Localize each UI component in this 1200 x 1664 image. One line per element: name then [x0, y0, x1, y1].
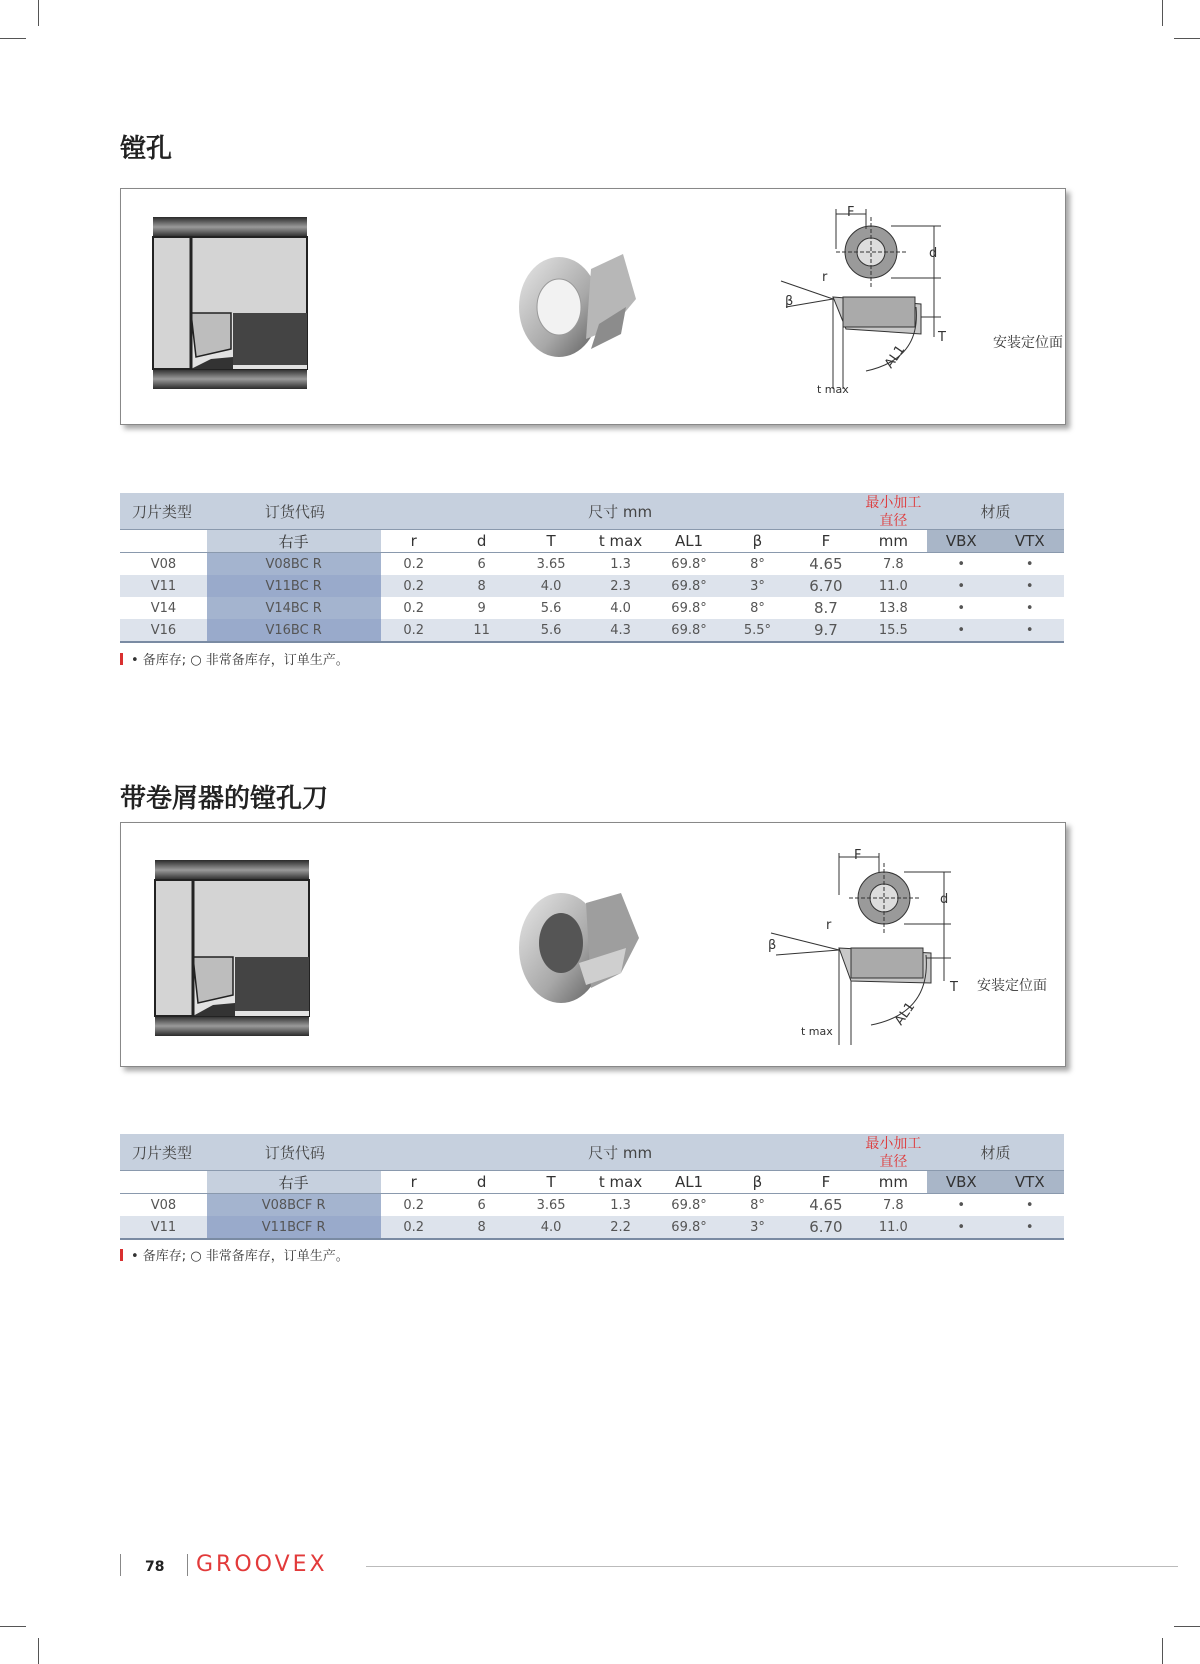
svg-text:t max: t max: [801, 1025, 833, 1038]
crop-mark: [38, 0, 39, 26]
cell-T: 5.6: [540, 600, 562, 616]
cell-vtx: •: [1025, 1197, 1034, 1213]
cell-F: 4.65: [809, 555, 843, 573]
cell-vbx: •: [927, 1216, 995, 1239]
crop-mark: [0, 38, 26, 39]
cell-type: V14: [150, 600, 177, 616]
cell-mm: 15.5: [860, 619, 927, 642]
header-material: 材质: [927, 1134, 1064, 1171]
cell-vbx: •: [957, 600, 966, 616]
cell-mm: 11.0: [860, 575, 927, 597]
figure-panel: [120, 822, 1066, 1067]
footer-divider: [120, 1554, 121, 1576]
table-subheader-row: [120, 530, 1064, 553]
cell-al1: 69.8°: [655, 619, 722, 642]
cell-code: V08BCF R: [207, 1194, 381, 1217]
header-dimensions: 尺寸 mm: [381, 1134, 860, 1171]
svg-text:T: T: [938, 330, 946, 345]
spec-table: [120, 493, 1064, 643]
cell-al1: 69.8°: [655, 1216, 722, 1239]
cell-tmax: 2.2: [586, 1216, 655, 1239]
cell-vbx: •: [927, 619, 995, 642]
col-al1: AL1: [655, 530, 722, 553]
cell-tmax: 4.3: [586, 619, 655, 642]
cell-type: V08: [150, 556, 177, 572]
cell-d: 8: [447, 575, 516, 597]
cell-mm: 13.8: [878, 600, 908, 616]
cell-type: V08: [150, 1197, 177, 1213]
col-F: F: [792, 530, 859, 553]
table-row: [120, 1216, 1064, 1239]
header-insert-type: 刀片类型: [120, 1134, 207, 1171]
svg-text:AL1: AL1: [881, 342, 909, 372]
stock-note: [120, 1245, 349, 1264]
table-subheader-row: [120, 1171, 1064, 1194]
svg-text:t max: t max: [817, 383, 849, 396]
crop-mark: [1174, 38, 1200, 39]
footer-divider: [187, 1554, 188, 1576]
header-dimensions: 尺寸 mm: [381, 493, 860, 530]
col-vtx: VTX: [995, 1171, 1064, 1194]
header-order-code: 订货代码: [207, 493, 381, 530]
cell-vtx: •: [1025, 600, 1034, 616]
cell-F: 9.7: [792, 619, 859, 642]
spec-table: [120, 1134, 1064, 1240]
cell-d: 9: [477, 600, 486, 616]
table-row: [120, 619, 1064, 642]
cell-vbx: •: [927, 575, 995, 597]
datum-surface-label: 安装定位面: [977, 978, 1047, 994]
crop-mark: [0, 1626, 26, 1627]
col-vbx: VBX: [927, 530, 995, 553]
cell-F: 6.70: [792, 575, 859, 597]
technical-drawing: [781, 209, 941, 389]
col-vtx: VTX: [995, 530, 1064, 553]
cell-tmax: 1.3: [610, 556, 631, 572]
cell-d: 8: [447, 1216, 516, 1239]
cell-T: 4.0: [516, 1216, 585, 1239]
svg-text:r: r: [822, 270, 828, 285]
workpiece-section: [155, 860, 309, 1036]
brand-logo: GROOVEX: [196, 1552, 328, 1577]
cell-r: 0.2: [403, 600, 425, 616]
cell-r: 0.2: [403, 1197, 425, 1213]
col-mm: mm: [860, 1171, 927, 1194]
table-row: [120, 575, 1064, 597]
cell-T: 3.65: [536, 1197, 566, 1213]
cell-mm: 11.0: [860, 1216, 927, 1239]
svg-text:F: F: [854, 848, 862, 863]
svg-text:β: β: [768, 938, 777, 953]
cell-r: 0.2: [381, 1216, 447, 1239]
cell-vtx: •: [1025, 556, 1034, 572]
col-vbx: VBX: [927, 1171, 995, 1194]
svg-text:d: d: [929, 246, 938, 261]
section-title: 带卷屑器的镗孔刀: [120, 784, 329, 814]
cell-beta: 5.5°: [723, 619, 792, 642]
datum-surface-label: 安装定位面: [993, 335, 1063, 351]
note-marker: [120, 1249, 123, 1261]
cell-F: 4.65: [809, 1196, 843, 1214]
crop-mark: [1162, 0, 1163, 26]
header-min-diameter: [860, 1134, 927, 1171]
col-d: d: [447, 1171, 516, 1194]
header-insert-type: 刀片类型: [120, 493, 207, 530]
cell-mm: 7.8: [882, 556, 904, 572]
stock-note-text: • 备库存; ○ 非常备库存，订单生产。: [131, 1249, 349, 1264]
crop-mark: [1174, 1626, 1200, 1627]
header-right-hand: 右手: [207, 1171, 381, 1194]
svg-text:r: r: [826, 918, 832, 933]
cell-r: 0.2: [381, 619, 447, 642]
cell-code: V16BC R: [207, 619, 381, 642]
cell-r: 0.2: [381, 575, 447, 597]
insert-3d-render: [519, 893, 639, 1003]
cell-vbx: •: [957, 556, 966, 572]
section-title: 镗孔: [120, 134, 173, 164]
col-tmax: t max: [586, 1171, 655, 1194]
cell-tmax: 4.0: [610, 600, 631, 616]
svg-text:T: T: [950, 980, 958, 995]
cell-F: 6.70: [792, 1216, 859, 1239]
table-header-row: [120, 493, 1064, 530]
cell-d: 6: [477, 1197, 486, 1213]
cell-T: 3.65: [536, 556, 566, 572]
cell-T: 4.0: [516, 575, 585, 597]
table-row: [120, 597, 1064, 619]
cell-tmax: 2.3: [586, 575, 655, 597]
col-r: r: [381, 1171, 447, 1194]
cell-vbx: •: [957, 1197, 966, 1213]
table-row: [120, 1194, 1064, 1217]
table-row: [120, 553, 1064, 576]
figure-panel: [120, 188, 1066, 425]
header-min-diameter: [860, 493, 927, 530]
col-r: r: [381, 530, 447, 553]
cell-beta: 8°: [750, 1197, 765, 1213]
col-tmax: t max: [586, 530, 655, 553]
header-right-hand: 右手: [207, 530, 381, 553]
min-dia-line2: 直径: [879, 513, 908, 529]
page-number: 78: [145, 1559, 165, 1575]
header-order-code: 订货代码: [207, 1134, 381, 1171]
min-dia-line1: 最小加工: [865, 1136, 922, 1152]
cell-T: 5.6: [516, 619, 585, 642]
cell-al1: 69.8°: [671, 600, 707, 616]
insert-3d-render: [519, 254, 636, 357]
svg-text:d: d: [940, 892, 949, 907]
cell-al1: 69.8°: [671, 556, 707, 572]
cell-d: 6: [477, 556, 486, 572]
cell-type: V16: [120, 619, 207, 642]
cell-d: 11: [447, 619, 516, 642]
svg-text:β: β: [785, 294, 794, 309]
cell-al1: 69.8°: [655, 575, 722, 597]
cell-beta: 3°: [723, 575, 792, 597]
cell-al1: 69.8°: [671, 1197, 707, 1213]
insert-illustrations: [121, 189, 1065, 424]
svg-text:F: F: [847, 205, 855, 220]
cell-type: V11: [120, 1216, 207, 1239]
col-F: F: [792, 1171, 859, 1194]
cell-beta: 3°: [723, 1216, 792, 1239]
cell-r: 0.2: [403, 556, 425, 572]
cell-code: V11BCF R: [207, 1216, 381, 1239]
col-beta: β: [723, 530, 792, 553]
cell-beta: 8°: [750, 556, 765, 572]
header-material: 材质: [927, 493, 1064, 530]
stock-note-text: • 备库存; ○ 非常备库存，订单生产。: [131, 653, 349, 668]
cell-type: V11: [120, 575, 207, 597]
cell-mm: 7.8: [882, 1197, 904, 1213]
min-dia-line2: 直径: [879, 1154, 908, 1170]
min-dia-line1: 最小加工: [865, 495, 922, 511]
col-mm: mm: [860, 530, 927, 553]
note-marker: [120, 653, 123, 665]
crop-mark: [38, 1638, 39, 1664]
cell-beta: 8°: [750, 600, 765, 616]
col-T: T: [516, 1171, 585, 1194]
cell-vtx: •: [995, 575, 1064, 597]
col-d: d: [447, 530, 516, 553]
insert-illustrations: [121, 823, 1065, 1066]
crop-mark: [1162, 1638, 1163, 1664]
cell-code: V08BC R: [207, 553, 381, 576]
cell-code: V14BC R: [207, 597, 381, 619]
cell-vtx: •: [995, 1216, 1064, 1239]
workpiece-section: [153, 217, 307, 389]
col-al1: AL1: [655, 1171, 722, 1194]
col-T: T: [516, 530, 585, 553]
svg-text:AL1: AL1: [891, 999, 919, 1029]
cell-vtx: •: [995, 619, 1064, 642]
cell-code: V11BC R: [207, 575, 381, 597]
stock-note: [120, 649, 349, 668]
cell-F: 8.7: [813, 599, 838, 617]
col-beta: β: [723, 1171, 792, 1194]
table-header-row: [120, 1134, 1064, 1171]
cell-tmax: 1.3: [610, 1197, 631, 1213]
footer-rule: [366, 1566, 1178, 1567]
technical-drawing: [771, 853, 951, 1045]
drawing-dimension-labels: [768, 848, 958, 1038]
